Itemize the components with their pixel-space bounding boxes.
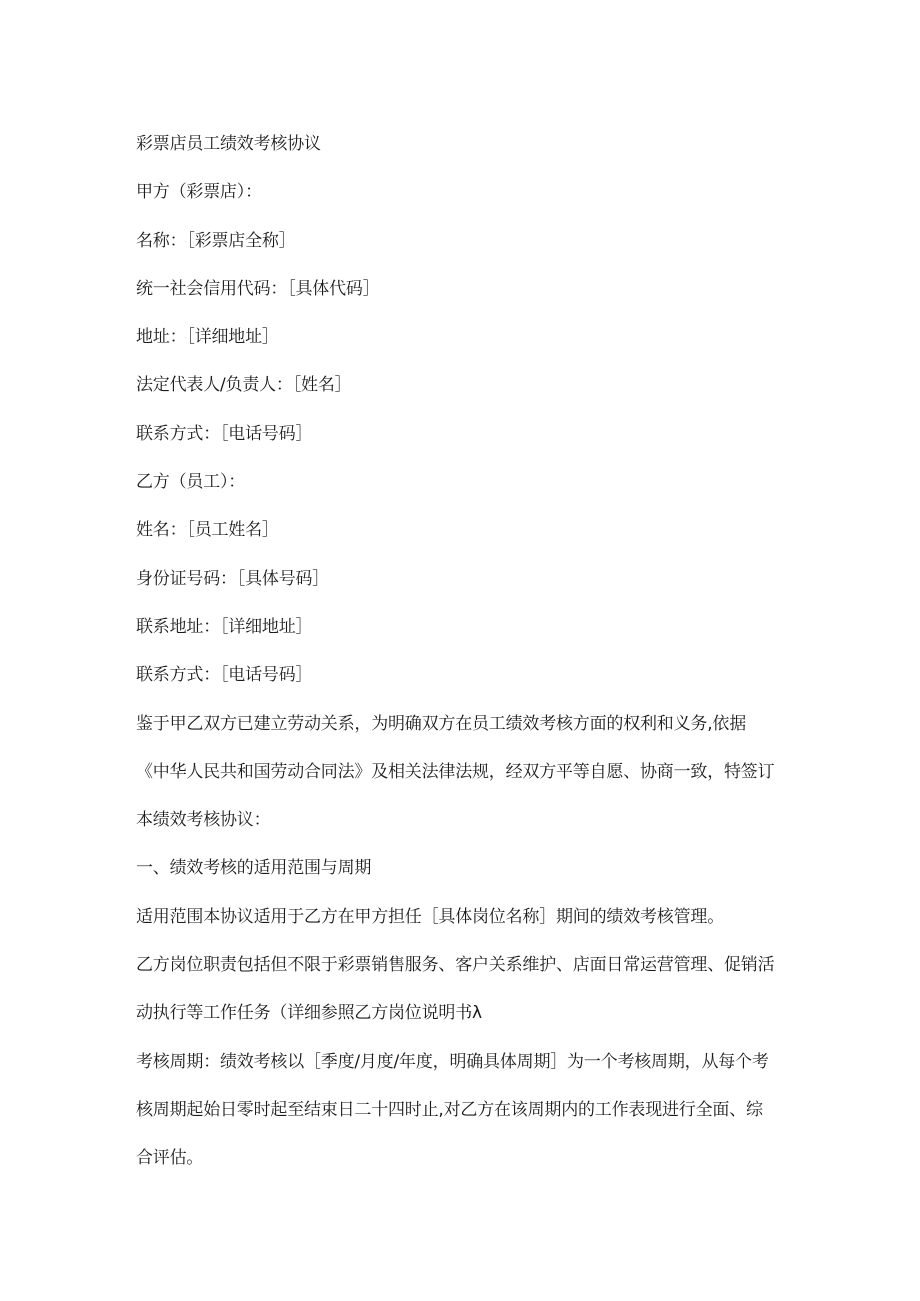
party-a-legal-rep: 法定代表人/负责人：［姓名］ [136, 375, 352, 396]
period-line: 核周期起始日零时起至结束日二十四时止,对乙方在该周期内的工作表现进行全面、综 [136, 1099, 763, 1120]
section-1-scope: 适用范围本协议适用于乙方在甲方担任［具体岗位名称］期间的绩效考核管理。 [136, 906, 724, 927]
duties-line: 动执行等工作任务（详细参照乙方岗位说明书λ [136, 1003, 482, 1024]
preamble-line: 《中华人民共和国劳动合同法》及相关法律法规，经双方平等自愿、协商一致，特签订 [136, 761, 775, 782]
section-1-duties [136, 941, 796, 1038]
section-1-period [136, 1038, 796, 1183]
party-a-credit-code: 统一社会信用代码：［具体代码］ [136, 278, 380, 299]
preamble-line: 本绩效考核协议： [136, 810, 271, 831]
party-a-contact: 联系方式：［电话号码］ [136, 423, 313, 444]
period-line: 考核周期：绩效考核以［季度/月度/年度，明确具体周期］为一个考核周期，从每个考 [136, 1051, 769, 1072]
document-body [136, 120, 796, 1183]
duties-line: 乙方岗位职责包括但不限于彩票销售服务、客户关系维护、店面日常运营管理、促销活 [136, 955, 775, 976]
preamble-paragraph [136, 700, 796, 845]
section-1-heading: 一、绩效考核的适用范围与周期 [136, 858, 372, 879]
party-a-name: 名称：［彩票店全称］ [136, 230, 296, 251]
party-b-heading: 乙方（员工）： [136, 472, 246, 493]
document-title: 彩票店员工绩效考核协议 [136, 134, 321, 154]
period-line: 合评估。 [136, 1148, 204, 1169]
party-b-address: 联系地址：［详细地址］ [136, 616, 313, 637]
party-a-heading: 甲方（彩票店）： [136, 182, 262, 203]
party-b-name: 姓名：［员工姓名］ [136, 520, 279, 541]
preamble-line: 鉴于甲乙双方已建立劳动关系，为明确双方在员工绩效考核方面的权利和义务,依据 [136, 713, 747, 734]
party-b-id-number: 身份证号码：［具体号码］ [136, 568, 330, 589]
party-a-address: 地址：［详细地址］ [136, 327, 279, 348]
party-b-contact: 联系方式：［电话号码］ [136, 665, 313, 686]
